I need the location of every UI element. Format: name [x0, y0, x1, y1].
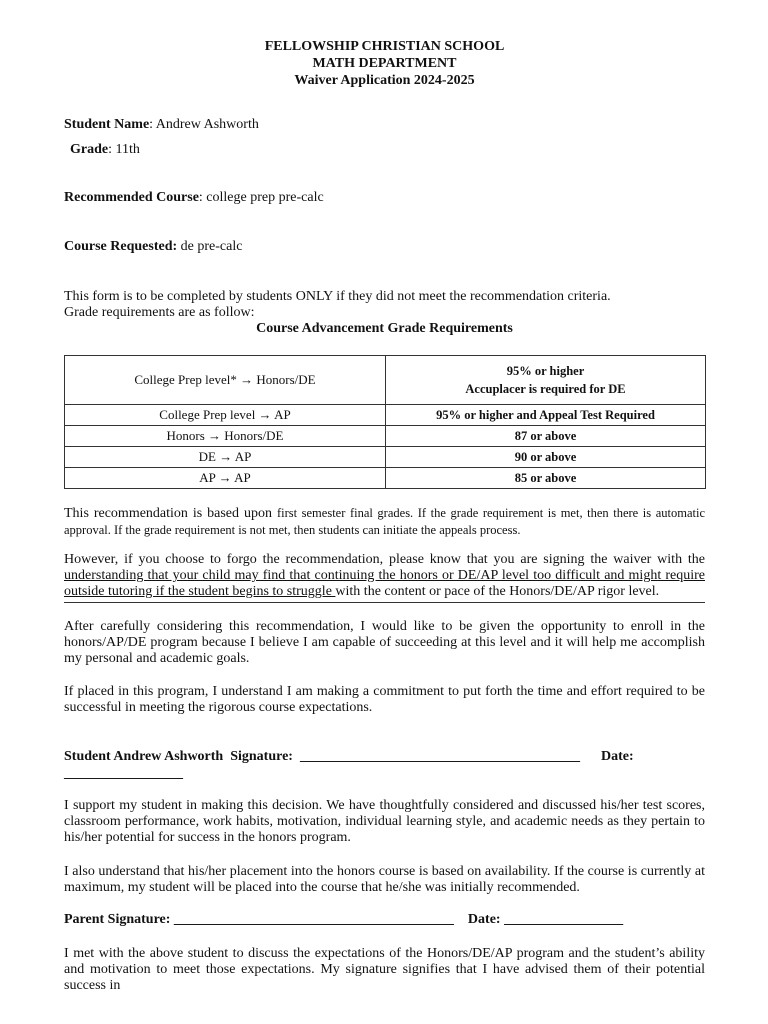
- intro-line-1: This form is to be completed by students ONLY if they did not meet the recommendation criteria.: [64, 289, 611, 304]
- row-requirement: 95% or higher and Appeal Test Required: [386, 405, 706, 426]
- table-row: [65, 405, 706, 426]
- row-requirement: 90 or above: [386, 447, 706, 468]
- row-requirement-line1: 95% or higher: [506, 363, 585, 378]
- grade-label: Grade: [70, 142, 109, 157]
- row-from: College Prep level → AP: [65, 405, 386, 426]
- teacher-paragraph: I met with the above student to discuss the expectations of the Honors/DE/AP program and the student’s ability and motivation to meet those expectations. My signature signifies that I have advised them of their potential success in: [64, 946, 705, 994]
- forgo-paragraph: [64, 552, 705, 603]
- intro-line-2: Grade requirements are as follow:: [64, 305, 255, 320]
- basis-paragraph: [64, 505, 705, 539]
- table-row: [65, 426, 706, 447]
- table-row: [65, 447, 706, 468]
- row-from: DE → AP: [65, 447, 386, 468]
- student-signature-line: Student Andrew Ashworth Signature: ________________________________________ Date:: [64, 749, 634, 764]
- parent-signature-line: Parent Signature: ________________________________________ Date: _________________: [64, 912, 624, 927]
- recommended-course-field: [64, 190, 324, 206]
- grade-value: : 11th: [108, 142, 140, 157]
- row-requirement: 85 or above: [386, 468, 706, 489]
- department-name: MATH DEPARTMENT: [312, 56, 457, 71]
- row-from: College Prep level* → Honors/DE: [65, 356, 386, 405]
- forgo-text-c: with the content or pace of the Honors/DE/AP rigor level.: [335, 584, 660, 600]
- requested-course-value: de pre-calc: [177, 239, 243, 254]
- student-name-field: [64, 117, 259, 133]
- support-paragraph: I support my student in making this decision. We have thoughtfully considered and discussed his/her test scores, classroom performance, work habits, motivation, individual learning style, and academic needs as they pertain to his/her potential for success in the honors program.: [64, 798, 705, 846]
- row-requirement-line2: Accuplacer is required for DE: [465, 381, 626, 396]
- row-requirement: [386, 356, 706, 405]
- forgo-text-a: However, if you choose to forgo the recommendation, please know that you are signing the waiver with the: [64, 552, 705, 567]
- student-name-label: Student Name: [64, 117, 150, 132]
- basis-text-a: This recommendation is based upon: [64, 506, 277, 521]
- table-row: [65, 356, 706, 405]
- table-row: [65, 468, 706, 489]
- row-from: AP → AP: [65, 468, 386, 489]
- school-name: FELLOWSHIP CHRISTIAN SCHOOL: [264, 39, 505, 54]
- consider-paragraph: After carefully considering this recommendation, I would like to be given the opportunity to enroll in the honors/AP/DE program because I believe I am capable of succeeding at this level and it will help me accomplish my personal and academic goals.: [64, 619, 705, 667]
- table-title: Course Advancement Grade Requirements: [256, 321, 513, 336]
- forgo-text-underlined: understanding that your child may find that continuing the honors or DE/AP level too difficult and might require outside tutoring if the student begins to struggle: [64, 568, 705, 600]
- recommended-course-value: : college prep pre-calc: [198, 190, 324, 205]
- requested-course-field: [64, 239, 242, 255]
- requested-course-label: Course Requested:: [64, 239, 178, 254]
- grade-field: [70, 142, 140, 158]
- recommended-course-label: Recommended Course: [64, 190, 199, 205]
- form-header: [64, 38, 705, 89]
- commitment-paragraph: If placed in this program, I understand I am making a commitment to put forth the time and effort required to be successful in meeting the rigorous course expectations.: [64, 684, 705, 716]
- basis-text-b: first semester final grades. If the grade requirement is met, then there is automatic approval. If the grade requirement is not met, then students can initiate the appeals process.: [64, 506, 705, 538]
- placement-paragraph: I also understand that his/her placement into the honors course is based on availability. If the course is currently at maximum, my student will be placed into the course that he/she was initially recommended.: [64, 864, 705, 896]
- student-name-value: : Andrew Ashworth: [149, 117, 259, 132]
- form-title: Waiver Application 2024-2025: [294, 73, 475, 88]
- row-from: Honors → Honors/DE: [65, 426, 386, 447]
- student-date-line: _________________: [64, 766, 183, 781]
- row-requirement: 87 or above: [386, 426, 706, 447]
- grade-requirements-table: [64, 355, 706, 489]
